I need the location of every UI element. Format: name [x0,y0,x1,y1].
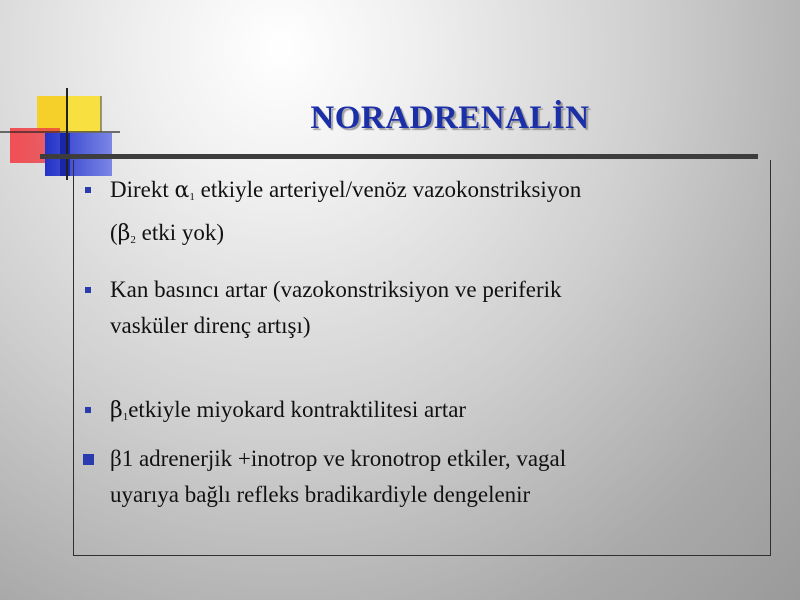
bullet-blood-pressure: Kan basıncı artar (vazokonstriksiyon ve periferik vasküler direnç artışı) [80,272,770,344]
bullet-square-icon [83,454,94,465]
bullet-square-icon [85,287,91,293]
bullet-list [80,172,770,513]
bullet-alpha1-effect: Direkt $\alpha_1$ etkiyle arteriyel/venöz vazokonstriksiyon ($\beta_2$ etki yok) [80,172,770,258]
bullet-square-icon [85,407,91,413]
bullet-beta1-effect: $\beta_1etkiyle$ miyokard kontraktilitesi artar [80,392,770,435]
bullet-beta1-adrenergic: β1 adrenerjik +inotrop ve kronotrop etkiler, vagal uyarıya bağlı refleks bradikardiyle dengelenir [80,441,770,513]
bullet-square-icon [85,187,91,193]
title-divider [40,154,758,159]
decorative-logo [0,0,120,180]
slide-title: NORADRENALİN [310,100,590,136]
